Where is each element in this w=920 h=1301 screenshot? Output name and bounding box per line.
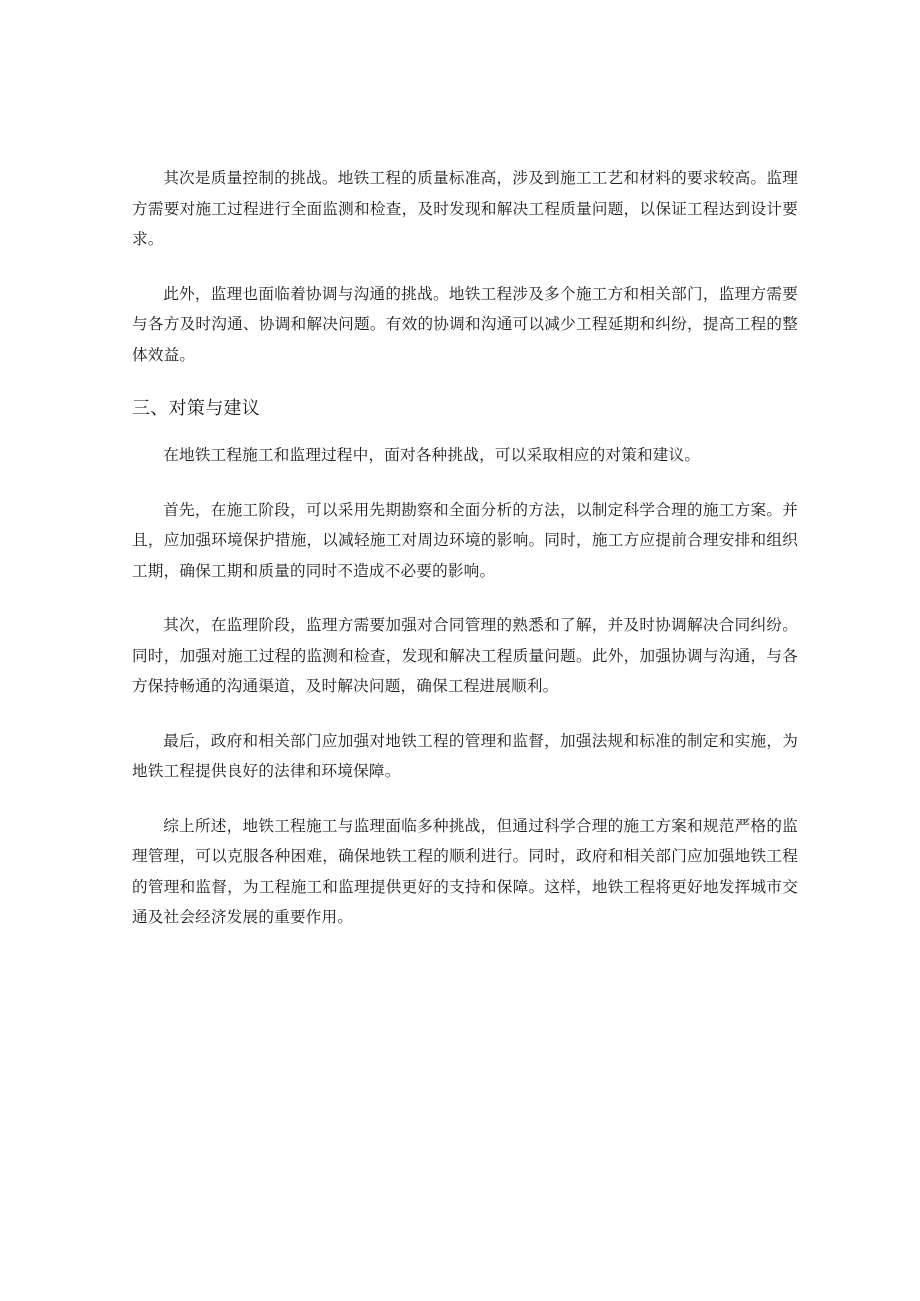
paragraph-government: 最后，政府和相关部门应加强对地铁工程的管理和监督，加强法规和标准的制定和实施，为地铁工程提供良好的法律和环境保障。 <box>132 731 798 780</box>
paragraph-construction-stage: 首先，在施工阶段，可以采用先期勘察和全面分析的方法，以制定科学合理的施工方案。并且，应加强环境保护措施，以减轻施工对周边环境的影响。同时，施工方应提前合理安排和组织工期，确保工期和质量的同时不造成不必要的影响。 <box>132 500 798 580</box>
paragraph-conclusion: 综上所述，地铁工程施工与监理面临多种挑战，但通过科学合理的施工方案和规范严格的监理管理，可以克服各种困难，确保地铁工程的顺利进行。同时，政府和相关部门应加强地铁工程的管理和监督，为工程施工和监理提供更好的支持和保障。这样，地铁工程将更好地发挥城市交通及社会经济发展的重要作用。 <box>132 816 798 926</box>
paragraph-supervision-stage: 其次，在监理阶段，监理方需要加强对合同管理的熟悉和了解，并及时协调解决合同纠纷。同时，加强对施工过程的监测和检查，发现和解决工程质量问题。此外，加强协调与沟通，与各方保持畅通的沟通渠道，及时解决问题，确保工程进展顺利。 <box>132 616 798 695</box>
paragraph-quality-control: 其次是质量控制的挑战。地铁工程的质量标准高，涉及到施工工艺和材料的要求较高。监理方需要对施工过程进行全面监测和检查，及时发现和解决工程质量问题，以保证工程达到设计要求。 <box>132 169 798 248</box>
paragraph-intro: 在地铁工程施工和监理过程中，面对各种挑战，可以采取相应的对策和建议。 <box>163 446 701 464</box>
document-body <box>132 163 798 957</box>
paragraph-coordination: 此外，监理也面临着协调与沟通的挑战。地铁工程涉及多个施工方和相关部门，监理方需要与各方及时沟通、协调和解决问题。有效的协调和沟通可以减少工程延期和纠纷，提高工程的整体效益。 <box>132 284 798 364</box>
section-heading: 三、对策与建议 <box>132 398 261 419</box>
